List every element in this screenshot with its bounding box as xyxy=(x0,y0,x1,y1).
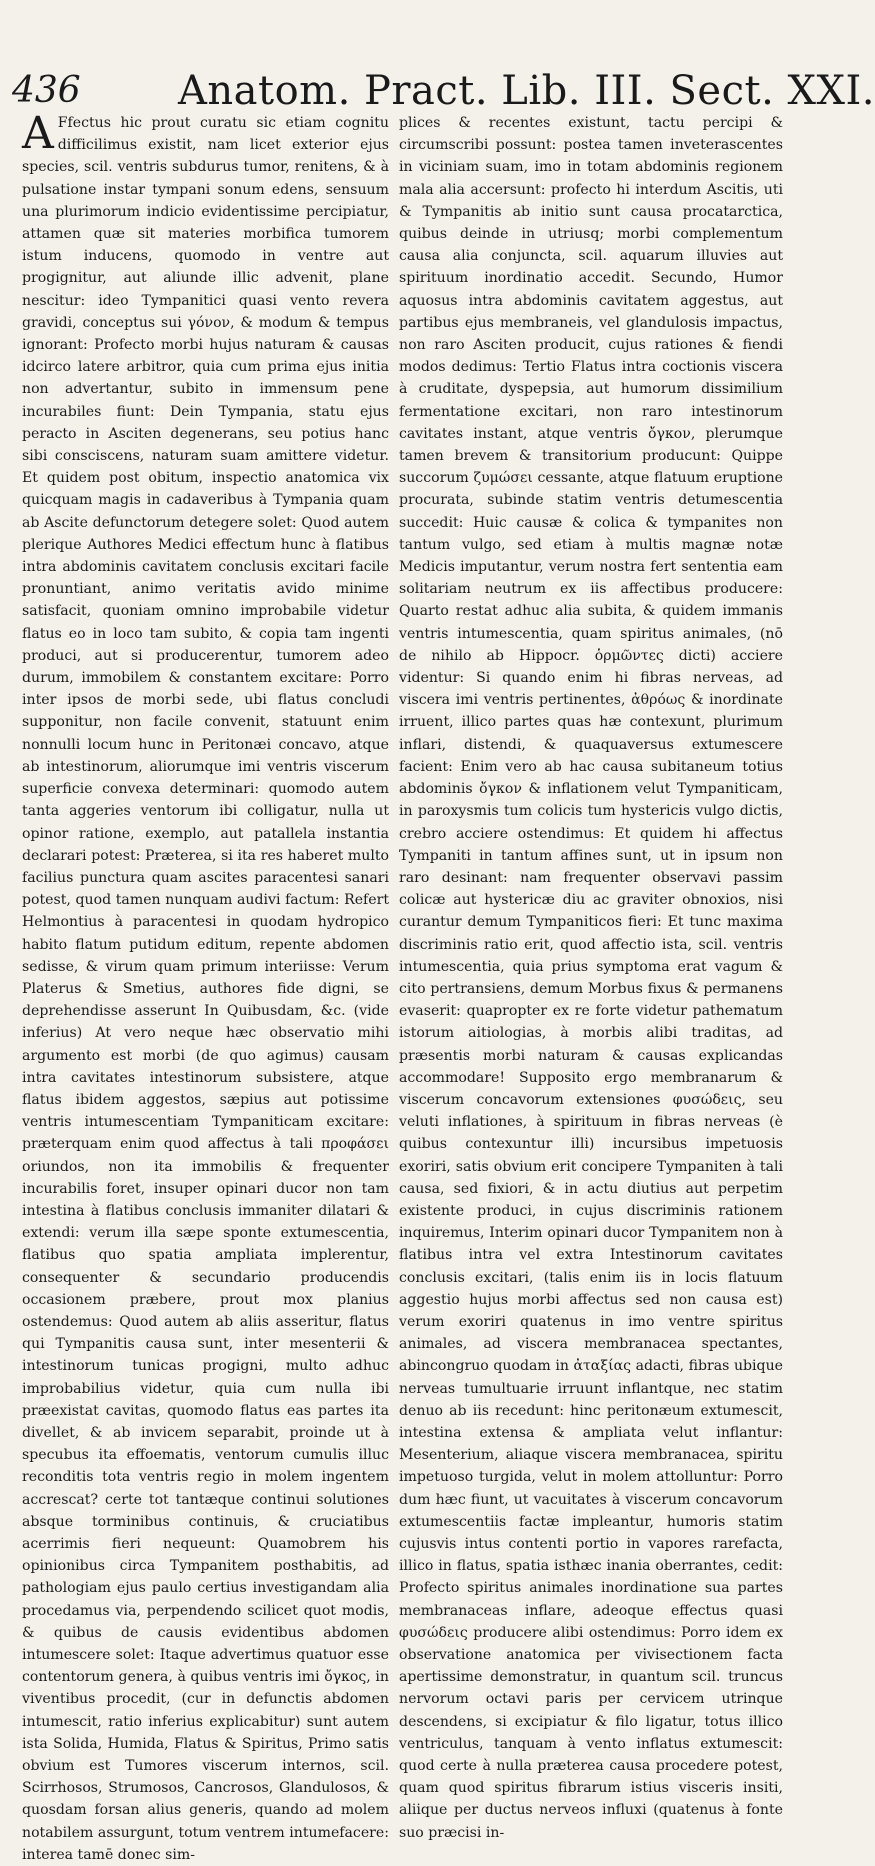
left-column-body: Ffectus hic prout curatu sic etiam cognitu difficilimus existit, nam licet exterior ejus species, scil. ventris subdurus tumor, renitens, & à pulsatione instar tympani sonum edens, sensuum una plurimorum indicio evidentissime percipiatur, attamen quæ sit materies morbifica tumorem istum inducens, quomodo in ventre aut progignitur, aut aliunde illic advenit, plane nescitur: ideo Tympanitici quasi vento revera gravidi, conceptus sui γόνον, & modum & tempus ignorant: Profecto morbi hujus naturam & causas idcirco latere arbitror, quia cum prima ejus initia non advertantur, subito in immensum pene incurabiles fiunt: Dein Tympania, statu ejus peracto in Asciten degenerans, seu potius hanc sibi consciscens, naturam suam amittere videtur. Et quidem post obitum, inspectio anatomica vix quicquam magis in cadaveribus à Tympania quam ab Ascite defunctorum detegere solet: Quod autem plerique Authores Medici effectum hunc à flatibus intra abdominis cavitatem conclusis excitari facile pronuntiant, animo veritatis avido minime satisfacit, quoniam omnino improbabile videtur flatus eo in loco tam subito, & copia tam ingenti produci, aut si producerentur, tumorem adeo durum, immobilem & constantem excitare: Porro inter ipsos de morbi sede, ubi flatus concludi supponitur, non facile convenit, statuunt enim nonnulli locum hunc in Peritonæi concavo, atque ab intestinorum, aliorumque imi ventris viscerum superficie convexa determinari: quomodo autem tanta aggeries ventorum ibi colligatur, nulla ut opinor ratione, exemplo, aut patallela instantia declarari potest: Præterea, si ita res haberet multo facilius punctura quam ascites paracentesi sanari potest, quod tamen nunquam audivi factum: Refert Helmontius à paracentesi in quodam hydropico habito flatum putidum editum, repente abdomen sedisse, & virum quam primum interiisse: Verum Platerus & Smetius, authores fide digni, se deprehendisse asserunt In Quibusdam, &c. (vide inferius) At vero neque hæc observatio mihi argumento est morbi (de quo agimus) causam intra cavitates intestinorum subsistere, atque flatus ibidem aggestos, sæpius aut potissime ventris intumescentiam Tympaniticam excitare: præterquam enim quod affectus à tali προφάσει oriundos, non ita immobilis & frequenter incurabilis foret, insuper opinari ducor non tam intestina à flatibus conclusis immaniter dilatari & extendi: verum illa sæpe sponte extumescentia, flatibus quo spatia ampliata implerentur, consequenter & secundario producendis occasionem præbere, prout mox planius ostendemus: Quod autem ab aliis asseritur, flatus qui Tympanitis causa sunt, inter mesenterii & intestinorum tunicas progigni, multo adhuc improbabilius videtur, quia cum nulla ibi præexistat cavitas, quomodo flatus eas partes ita divellet, & ab invicem separabit, proinde ut à specubus ita effoematis, ventorum cumulis illuc reconditis tota ventris regio in molem ingentem accrescat? certe tot tantæque continui solutiones absque torminibus continuis, & cruciatibus acerrimis fieri nequeunt: Quamobrem his opinionibus circa Tympanitem posthabitis, ad pathologiam ejus paulo certius investigandam alia procedamus via, perpendendo scilicet quot modis, & quibus de causis evidentibus abdomen intumescere solet: Itaque advertimus quatuor esse contentorum genera, à quibus ventris imi ὄγκος, in viventibus procedit, (cur in defunctis abdomen intumescit, ratio inferius explicabitur) sunt autem ista Solida, Humida, Flatus & Spiritus, Primo satis obvium est Tumores viscerum internos, scil. Scirrhosos, Strumosos, Cancrosos, Glandulosos, & quosdam forsan alius generis, quando ad molem notabilem assurgunt, totum ventrem intumefacere: interea tamē donec sim- xyxy=(22,115,389,1863)
left-column-text xyxy=(22,108,389,1866)
drop-cap: A xyxy=(22,108,54,159)
right-column-text: plices & recentes existunt, tactu percipi & circumscribi possunt: postea tamen inveterascentes in viciniam suam, imo in totam abdominis regionem mala alia accersunt: profecto hi interdum Ascitis, uti & Tympanitis ab initio sunt causa procatarctica, quibus deinde in utriusq; morbi complementum causa alia conjuncta, scil. aquarum illuvies aut spirituum inordinatio accedit. Secundo, Humor aquosus intra abdominis cavitatem aggestus, aut partibus ejus membraneis, vel glandulosis impactus, non raro Asciten producit, cujus rationes & fiendi modos dedimus: Tertio Flatus intra coctionis viscera à cruditate, dyspepsia, aut humorum dissimilium fermentatione excitari, non raro intestinorum cavitates instant, atque ventris ὄγκον, plerumque tamen brevem & transitorium producunt: Quippe succorum ζυμώσει cessante, atque flatuum eruptione procurata, subinde statim ventris detumescentia succedit: Huic causæ & colica & tympanites non tantum vulgo, sed etiam à multis magnæ notæ Medicis imputantur, verum nostra fert sententia eam solitariam neutrum ex iis affectibus producere: Quarto restat adhuc alia subita, & quidem immanis ventris intumescentia, quam spiritus animales, (nō de nihilo ab Hippocr. ὁρμῶντες dicti) acciere videntur: Si quando enim hi fibras nerveas, ad viscera imi ventris pertinentes, ἀθρόως & inordinate irruent, illico partes quas hæ contexunt, plurimum inflari, distendi, & quaquaversus extumescere facient: Enim vero ab hac causa subitaneum totius abdominis ὄγκον & inflationem velut Tympaniticam, in paroxysmis tum colicis tum hystericis vulgo dictis, crebro acciere ostendimus: Et quidem hi affectus Tympaniti in tantum affines sunt, ut in ipsum non raro desinant: nam frequenter observavi passim colicæ aut hystericæ diu ac graviter obnoxios, nisi curantur demum Tympaniticos fieri: Et tunc maxima discriminis ratio erit, quod affectio ista, scil. ventris intumescentia, quia prius symptoma erat vagum & cito pertransiens, demum Morbus fixus & permanens evaserit: quapropter ex re forte videtur pathematum istorum aitiologias, à morbis alibi traditas, ad præsentis morbi naturam & causas explicandas accommodare! Supposito ergo membranarum & viscerum concavorum extensiones φυσώδεις, seu veluti inflationes, à spirituum in fibras nerveas (è quibus contexuntur illi) incursibus impetuosis exoriri, satis obvium erit concipere Tympaniten à tali causa, sed fixiori, & in actu diutius aut perpetim existente produci, in cujus discriminis rationem inquiremus, Interim opinari ducor Tympanitem non à flatibus intra vel extra Intestinorum cavitates conclusis excitari, (talis enim iis in locis flatuum aggestio hujus morbi affectus sed non causa est) verum exoriri quatenus in imo ventre spiritus animales, ad viscera membranacea spectantes, abincongruo quodam in ἀταξίας adacti, fibras ubique nerveas tumultuarie irruunt inflantque, nec statim denuo ab iis recedunt: hinc peritonæum extumescit, intestina extensa & ampliata velut inflantur: Mesenterium, aliaque viscera membranacea, spiritu impetuoso turgida, velut in molem attolluntur: Porro dum hæc fiunt, ut vacuitates à viscerum concavorum extumescentiis factæ impleantur, humoris statim cujusvis intus contenti portio in vapores rarefacta, illico in flatus, spatia isthæc inania oberrantes, cedit: Profecto spiritus animales inordinatione sua partes membranaceas inflare, adeoque effectus quasi φυσώδεις producere alibi ostendimus: Porro idem ex observatione anatomica per vivisectionem facta apertissime demonstratur, in quantum scil. truncus nervorum octavi paris per cervicem utrinque descendens, si excipiatur & filo ligatur, totus illico ventriculus, tanquam à vento inflatus extumescit: quod certe à nulla præterea causa procedere potest, quam quod spiritus fibrarum istius visceris insiti, aliique per ductus nerveos influxi (quatenus à fonte suo præcisi in- xyxy=(399,115,783,1841)
left-column xyxy=(22,108,389,1863)
page-number: 436 xyxy=(12,70,81,111)
page-header xyxy=(10,68,875,114)
right-column xyxy=(399,112,783,1841)
running-head: Anatom. Pract. Lib. III. Sect. XXI. xyxy=(178,68,875,114)
